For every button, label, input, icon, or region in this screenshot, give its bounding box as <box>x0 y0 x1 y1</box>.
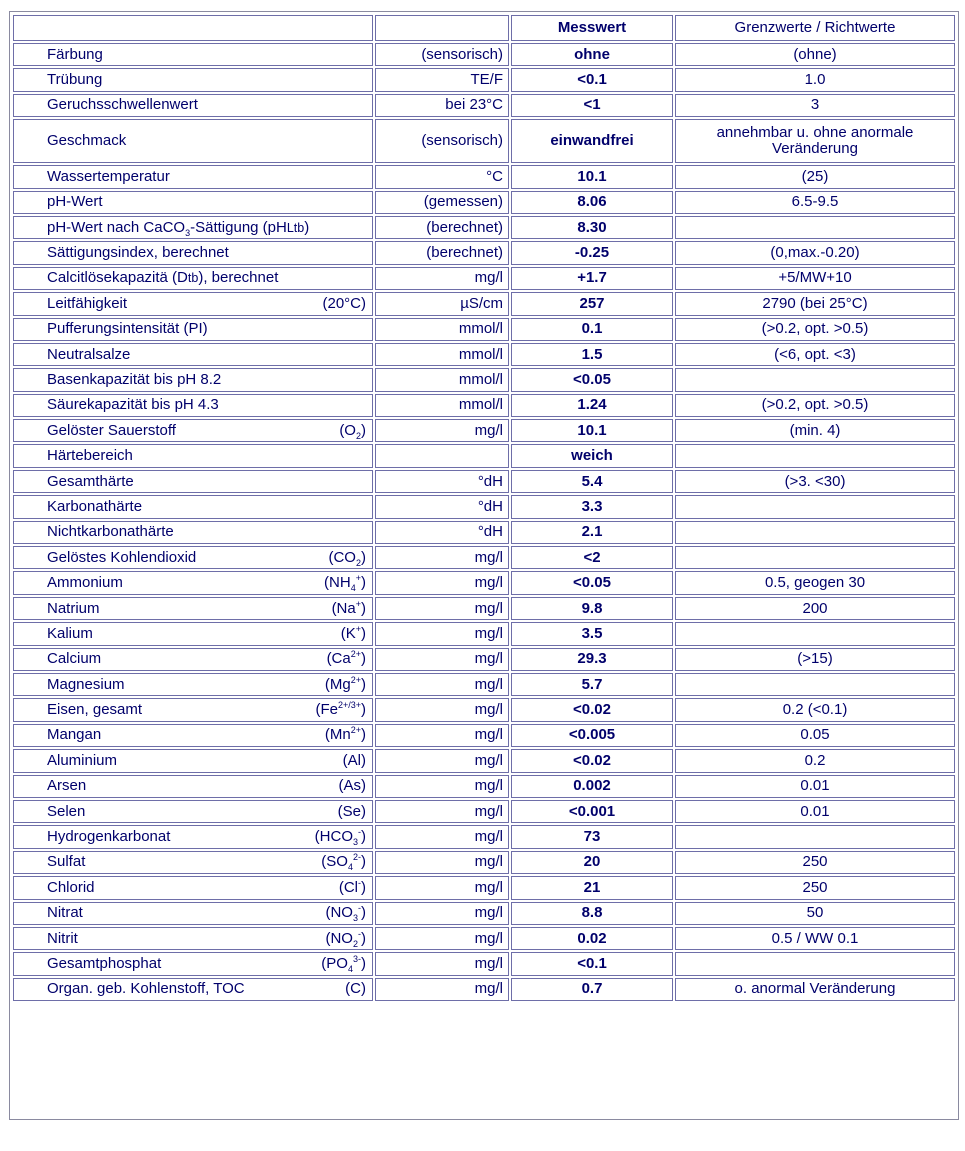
measured-value-cell: <0.005 <box>511 724 673 747</box>
measured-value-cell: <0.05 <box>511 571 673 594</box>
unit-cell: mg/l <box>375 978 509 1001</box>
parameter-cell <box>13 902 373 925</box>
parameter-name: Gesamthärte <box>47 472 134 490</box>
measured-value-cell: 0.02 <box>511 927 673 950</box>
parameter-cell <box>13 444 373 467</box>
parameter-cell <box>13 119 373 163</box>
table-row <box>13 902 955 925</box>
parameter-name: Eisen, gesamt <box>47 701 143 719</box>
unit-cell: mg/l <box>375 851 509 874</box>
unit-cell: mg/l <box>375 825 509 848</box>
parameter-name: pH-Wert <box>47 193 103 211</box>
limit-value-cell: (>3. <30) <box>675 470 955 493</box>
unit-cell: mg/l <box>375 673 509 696</box>
limit-value-cell: 6.5-9.5 <box>675 191 955 214</box>
chemical-symbol: $(PO_4^{3-})$ <box>321 953 366 974</box>
chemical-symbol: (20°C) <box>322 294 366 312</box>
measured-value-cell: weich <box>511 444 673 467</box>
header-parameter <box>13 15 373 41</box>
parameter-cell <box>13 470 373 493</box>
limit-value-cell: 250 <box>675 876 955 899</box>
parameter-cell <box>13 191 373 214</box>
parameter-name: Magnesium <box>47 675 125 693</box>
parameter-name: Gesamtphosphat <box>47 954 162 972</box>
measured-value-cell: 9.8 <box>511 597 673 620</box>
chemical-symbol: $(CO_2)$ <box>328 548 366 568</box>
measured-value-cell: 8.8 <box>511 902 673 925</box>
limit-value-cell <box>675 673 955 696</box>
parameter-cell <box>13 597 373 620</box>
table-row <box>13 521 955 544</box>
parameter-cell <box>13 673 373 696</box>
parameter-cell <box>13 546 373 569</box>
parameter-name: Hydrogenkarbonat <box>47 828 171 846</box>
parameter-cell <box>13 292 373 315</box>
parameter-name: Pufferungsintensität (PI) <box>47 320 208 338</box>
parameter-name: Säurekapazität bis pH 4.3 <box>47 396 219 414</box>
limit-value-cell: +5/MW+10 <box>675 267 955 290</box>
measured-value-cell: ohne <box>511 43 673 66</box>
limit-value-cell: (0,max.-0.20) <box>675 241 955 264</box>
unit-cell: (sensorisch) <box>375 43 509 66</box>
table-row <box>13 165 955 188</box>
parameter-name: Nichtkarbonathärte <box>47 523 174 541</box>
unit-cell: °C <box>375 165 509 188</box>
table-row <box>13 724 955 747</box>
limit-value-cell: (ohne) <box>675 43 955 66</box>
limit-value-cell: 0.01 <box>675 775 955 798</box>
parameter-cell <box>13 419 373 442</box>
measured-value-cell: <0.02 <box>511 749 673 772</box>
header-measured-value: Messwert <box>511 15 673 41</box>
limit-value-cell: (min. 4) <box>675 419 955 442</box>
limit-value-cell: o. anormal Veränderung <box>675 978 955 1001</box>
measured-value-cell: 29.3 <box>511 648 673 671</box>
parameter-cell <box>13 978 373 1001</box>
limit-value-cell: 0.05 <box>675 724 955 747</box>
chemical-symbol: (Al) <box>342 751 366 769</box>
unit-cell: µS/cm <box>375 292 509 315</box>
table-row <box>13 216 955 239</box>
table-body <box>13 43 955 1001</box>
limit-value-cell: (<6, opt. <3) <box>675 343 955 366</box>
chemical-symbol: $(SO_4^{2-})$ <box>321 852 366 873</box>
limit-value-cell <box>675 495 955 518</box>
measured-value-cell: 5.4 <box>511 470 673 493</box>
parameter-name: Nitrat <box>47 904 83 922</box>
parameter-name: Härtebereich <box>47 447 133 465</box>
limit-value-cell: (>0.2, opt. >0.5) <box>675 318 955 341</box>
parameter-name: Calcium <box>47 650 102 668</box>
unit-cell: mmol/l <box>375 343 509 366</box>
measured-value-cell: 2.1 <box>511 521 673 544</box>
limit-value-cell: 0.5, geogen 30 <box>675 571 955 594</box>
limit-value-cell: (>0.2, opt. >0.5) <box>675 394 955 417</box>
chemical-symbol: $(Ca^{2+})$ <box>326 649 366 668</box>
limit-value-cell <box>675 952 955 975</box>
chemical-symbol: $(O_2)$ <box>339 421 366 441</box>
limit-value-cell <box>675 622 955 645</box>
parameter-name: Trübung <box>47 71 103 89</box>
table-row <box>13 622 955 645</box>
parameter-cell <box>13 216 373 239</box>
parameter-cell <box>13 241 373 264</box>
parameter-cell <box>13 267 373 290</box>
parameter-cell <box>13 495 373 518</box>
measured-value-cell: 5.7 <box>511 673 673 696</box>
table-row <box>13 43 955 66</box>
limit-value-cell <box>675 216 955 239</box>
table-row <box>13 470 955 493</box>
unit-cell: mg/l <box>375 952 509 975</box>
parameter-name: Arsen <box>47 777 87 795</box>
limit-value-cell: 0.5 / WW 0.1 <box>675 927 955 950</box>
measured-value-cell: 0.1 <box>511 318 673 341</box>
water-analysis-table-frame <box>9 11 959 1120</box>
parameter-cell <box>13 952 373 975</box>
table-row <box>13 292 955 315</box>
chemical-symbol: $(HCO_3^-)$ <box>314 827 366 848</box>
table-row <box>13 952 955 975</box>
parameter-name: Gelöster Sauerstoff <box>47 421 176 439</box>
chemical-symbol: (Na+) <box>331 598 366 617</box>
table-row <box>13 648 955 671</box>
table-row <box>13 444 955 467</box>
parameter-cell <box>13 749 373 772</box>
measured-value-cell: 8.06 <box>511 191 673 214</box>
table-row <box>13 698 955 721</box>
parameter-cell <box>13 724 373 747</box>
parameter-cell <box>13 165 373 188</box>
limit-value-cell <box>675 521 955 544</box>
parameter-cell <box>13 622 373 645</box>
measured-value-cell: +1.7 <box>511 267 673 290</box>
parameter-cell <box>13 698 373 721</box>
limit-value-cell: 1.0 <box>675 68 955 91</box>
measured-value-cell: 8.30 <box>511 216 673 239</box>
limit-value-cell: 0.01 <box>675 800 955 823</box>
limit-value-cell: 0.2 (<0.1) <box>675 698 955 721</box>
parameter-cell <box>13 800 373 823</box>
measured-value-cell: 10.1 <box>511 419 673 442</box>
unit-cell: mmol/l <box>375 368 509 391</box>
limit-value-cell: (>15) <box>675 648 955 671</box>
unit-cell: (berechnet) <box>375 216 509 239</box>
table-row <box>13 368 955 391</box>
unit-cell: mmol/l <box>375 394 509 417</box>
chemical-symbol: (C) <box>345 980 366 998</box>
measured-value-cell: <2 <box>511 546 673 569</box>
limit-value-cell <box>675 368 955 391</box>
limit-value-cell: 250 <box>675 851 955 874</box>
unit-cell: °dH <box>375 495 509 518</box>
table-row <box>13 119 955 163</box>
table-row <box>13 978 955 1001</box>
parameter-cell <box>13 394 373 417</box>
measured-value-cell: 0.7 <box>511 978 673 1001</box>
parameter-name: Leitfähigkeit <box>47 294 128 312</box>
parameter-name: Mangan <box>47 726 102 744</box>
chemical-symbol: $(Mg^{2+})$ <box>324 674 366 693</box>
chemical-symbol: $(Mn^{2+})$ <box>324 725 366 744</box>
table-row <box>13 495 955 518</box>
unit-cell: °dH <box>375 521 509 544</box>
unit-cell: mg/l <box>375 419 509 442</box>
unit-cell: TE/F <box>375 68 509 91</box>
unit-cell: mg/l <box>375 597 509 620</box>
unit-cell: mg/l <box>375 927 509 950</box>
parameter-name: Calcitlösekapazitä (Dtb), berechnet <box>47 269 279 287</box>
parameter-name: Sulfat <box>47 853 86 871</box>
unit-cell: (gemessen) <box>375 191 509 214</box>
limit-value-cell: 0.2 <box>675 749 955 772</box>
water-analysis-table <box>11 13 957 1003</box>
measured-value-cell: <1 <box>511 94 673 117</box>
table-row <box>13 673 955 696</box>
limit-value-cell <box>675 825 955 848</box>
measured-value-cell: <0.001 <box>511 800 673 823</box>
parameter-cell <box>13 775 373 798</box>
unit-cell: mg/l <box>375 876 509 899</box>
limit-value-cell <box>675 546 955 569</box>
unit-cell: mg/l <box>375 698 509 721</box>
parameter-cell <box>13 343 373 366</box>
table-row <box>13 241 955 264</box>
measured-value-cell: -0.25 <box>511 241 673 264</box>
parameter-cell <box>13 94 373 117</box>
measured-value-cell: 3.5 <box>511 622 673 645</box>
measured-value-cell: <0.02 <box>511 698 673 721</box>
parameter-cell <box>13 521 373 544</box>
limit-value-cell <box>675 444 955 467</box>
parameter-name: Ammonium <box>47 574 123 592</box>
measured-value-cell: 20 <box>511 851 673 874</box>
unit-cell: (sensorisch) <box>375 119 509 163</box>
parameter-name: Selen <box>47 802 86 820</box>
unit-cell: mg/l <box>375 902 509 925</box>
table-row <box>13 419 955 442</box>
parameter-name: Basenkapazität bis pH 8.2 <box>47 370 222 388</box>
table-row <box>13 825 955 848</box>
chemical-symbol: (Cl-) <box>338 877 366 896</box>
unit-cell: mg/l <box>375 622 509 645</box>
parameter-name: Organ. geb. Kohlenstoff, TOC <box>47 980 245 998</box>
parameter-name: Aluminium <box>47 751 118 769</box>
measured-value-cell: 257 <box>511 292 673 315</box>
table-row <box>13 343 955 366</box>
parameter-name: pH-Wert nach CaCO$_3$-Sättigung (pHLtb) <box>47 218 310 238</box>
chemical-symbol: (Se) <box>337 802 366 820</box>
unit-cell: mg/l <box>375 749 509 772</box>
parameter-cell <box>13 851 373 874</box>
parameter-name: Sättigungsindex, berechnet <box>47 244 229 262</box>
parameter-name: Neutralsalze <box>47 345 131 363</box>
chemical-symbol: $(NH_4^+)$ <box>324 573 366 594</box>
table-row <box>13 191 955 214</box>
table-row <box>13 775 955 798</box>
parameter-cell <box>13 927 373 950</box>
parameter-name: Karbonathärte <box>47 497 143 515</box>
chemical-symbol: (As) <box>338 777 366 795</box>
table-row <box>13 927 955 950</box>
table-row <box>13 597 955 620</box>
chemical-symbol: $(NO_2^-)$ <box>325 928 366 949</box>
header-limit-values: Grenzwerte / Richtwerte <box>675 15 955 41</box>
measured-value-cell: 1.24 <box>511 394 673 417</box>
measured-value-cell: 3.3 <box>511 495 673 518</box>
measured-value-cell: <0.05 <box>511 368 673 391</box>
table-row <box>13 546 955 569</box>
unit-cell: (berechnet) <box>375 241 509 264</box>
unit-cell: °dH <box>375 470 509 493</box>
table-row <box>13 876 955 899</box>
table-row <box>13 318 955 341</box>
parameter-cell <box>13 825 373 848</box>
unit-cell: mg/l <box>375 267 509 290</box>
header-unit <box>375 15 509 41</box>
measured-value-cell: <0.1 <box>511 952 673 975</box>
table-row <box>13 267 955 290</box>
chemical-symbol: (K+) <box>340 623 366 642</box>
parameter-name: Wassertemperatur <box>47 167 170 185</box>
table-row <box>13 394 955 417</box>
limit-value-cell: 2790 (bei 25°C) <box>675 292 955 315</box>
parameter-cell <box>13 648 373 671</box>
limit-value-cell: 3 <box>675 94 955 117</box>
chemical-symbol: $(NO_3^-)$ <box>325 903 366 924</box>
measured-value-cell: 10.1 <box>511 165 673 188</box>
measured-value-cell: 73 <box>511 825 673 848</box>
parameter-name: Färbung <box>47 45 103 63</box>
parameter-cell <box>13 571 373 594</box>
table-row <box>13 749 955 772</box>
unit-cell: mg/l <box>375 648 509 671</box>
unit-cell: mg/l <box>375 800 509 823</box>
table-row <box>13 94 955 117</box>
unit-cell: mg/l <box>375 571 509 594</box>
unit-cell: bei 23°C <box>375 94 509 117</box>
parameter-cell <box>13 68 373 91</box>
limit-value-cell: 200 <box>675 597 955 620</box>
parameter-name: Chlorid <box>47 878 95 896</box>
parameter-name: Natrium <box>47 599 100 617</box>
table-header-row <box>13 15 955 41</box>
unit-cell: mg/l <box>375 775 509 798</box>
measured-value-cell: <0.1 <box>511 68 673 91</box>
unit-cell <box>375 444 509 467</box>
unit-cell: mg/l <box>375 724 509 747</box>
parameter-cell <box>13 876 373 899</box>
parameter-name: Kalium <box>47 624 93 642</box>
measured-value-cell: 0.002 <box>511 775 673 798</box>
chemical-symbol: $(Fe^{2+/3+})$ <box>315 700 366 719</box>
parameter-cell <box>13 368 373 391</box>
parameter-name: Gelöstes Kohlendioxid <box>47 548 197 566</box>
unit-cell: mmol/l <box>375 318 509 341</box>
limit-value-cell: annehmbar u. ohne anormale Veränderung <box>675 119 955 163</box>
limit-value-cell: 50 <box>675 902 955 925</box>
table-row <box>13 571 955 594</box>
parameter-cell <box>13 318 373 341</box>
table-row <box>13 851 955 874</box>
measured-value-cell: 1.5 <box>511 343 673 366</box>
measured-value-cell: einwandfrei <box>511 119 673 163</box>
table-row <box>13 68 955 91</box>
unit-cell: mg/l <box>375 546 509 569</box>
measured-value-cell: 21 <box>511 876 673 899</box>
parameter-name: Geruchsschwellenwert <box>47 96 198 114</box>
limit-value-cell: (25) <box>675 165 955 188</box>
parameter-name: Geschmack <box>47 132 127 150</box>
parameter-name: Nitrit <box>47 929 78 947</box>
table-row <box>13 800 955 823</box>
parameter-cell <box>13 43 373 66</box>
